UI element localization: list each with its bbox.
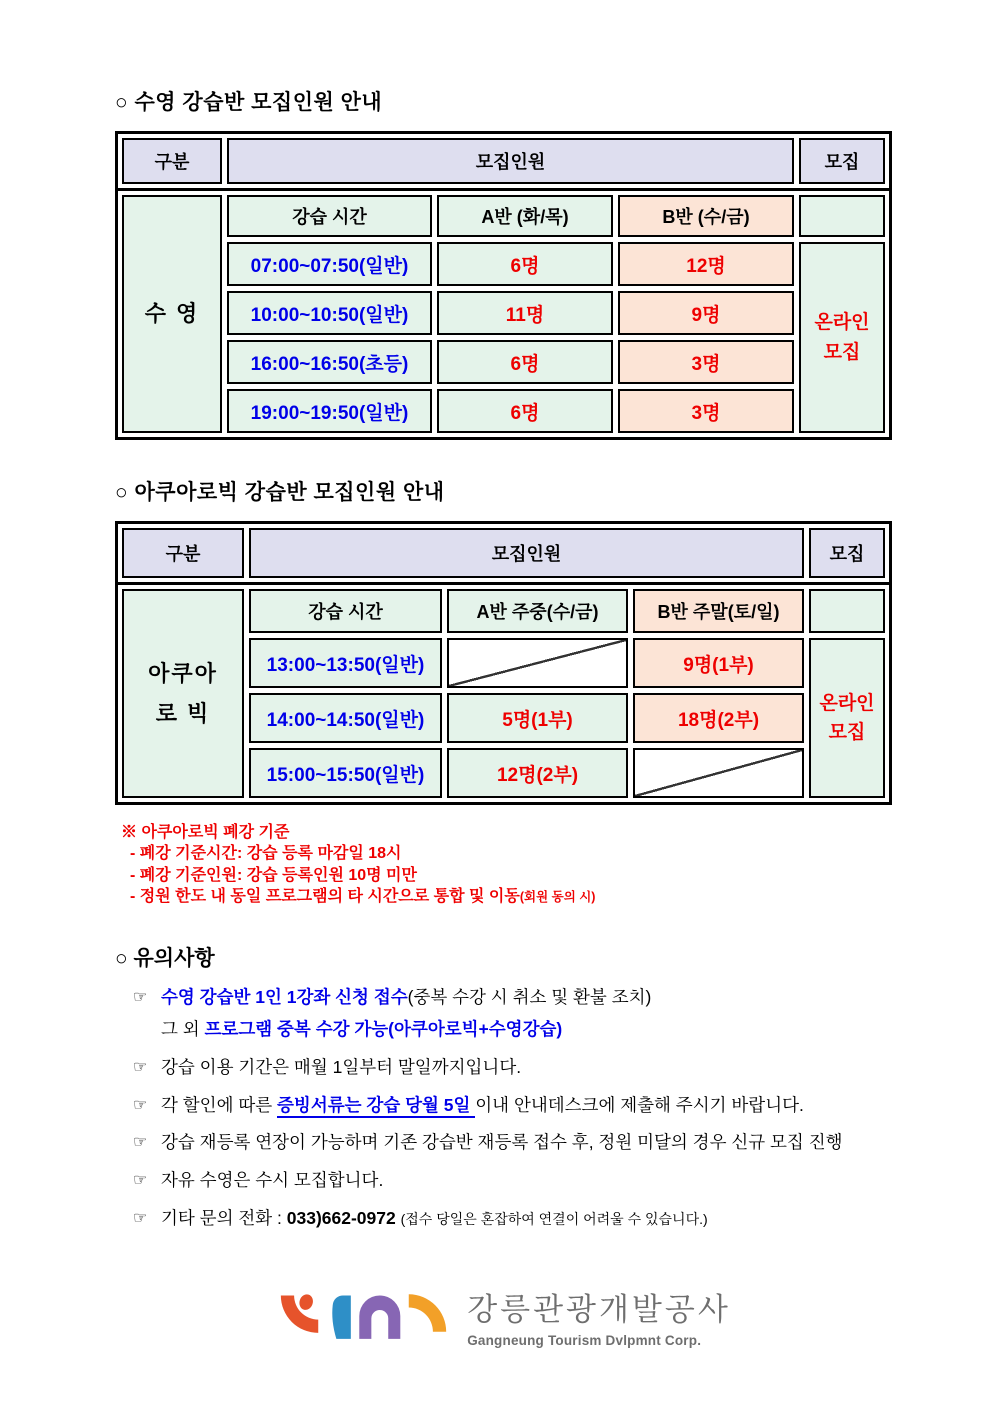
aqua-online-recruit-cell <box>809 638 885 798</box>
notice-item-1b-text <box>161 1018 562 1042</box>
aqua-row-3-class-b-na <box>633 748 804 798</box>
aqua-subheader-class-a: A반 주중(수/금) <box>447 589 628 633</box>
swim-row-1-class-a: 6명 <box>437 242 613 286</box>
swim-subheader-row <box>227 195 794 237</box>
logo-shape-purple-arch <box>359 1296 400 1339</box>
notice-item-2-text: 강습 이용 기간은 매월 1일부터 말일까지입니다. <box>161 1057 522 1077</box>
aqua-row-2 <box>249 693 804 743</box>
company-name-english: Gangneung Tourism Dvlpmnt Corp. <box>467 1333 702 1349</box>
swim-table <box>115 131 892 440</box>
logo-shape-amber-arc <box>409 1294 446 1331</box>
aqua-subheader-row <box>249 589 804 633</box>
swim-subheader-class-b: B반 (수/금) <box>618 195 794 237</box>
aqua-table-header-row <box>122 528 885 578</box>
finger-icon: ☞ <box>133 1134 148 1152</box>
aqua-row-3-class-a: 12명(2부) <box>447 748 628 798</box>
closure-line-1: - 폐강 기준시간: 강습 등록 마감일 18시 <box>130 845 402 863</box>
swim-row-3-class-b: 3명 <box>618 340 794 384</box>
aqua-table-body <box>122 589 885 798</box>
notice-item-5-text: 자유 수영은 수시 모집합니다. <box>161 1169 384 1190</box>
notice-item-4-text: 강습 재등록 연장이 가능하며 기존 강습반 재등록 접수 후, 정원 미달의 경우 신규 모집 진행 <box>161 1132 843 1153</box>
notice-1-highlight: 수영 강습반 1인 1강좌 신청 접수 <box>161 986 408 1007</box>
notice-6-parenthetical: (접수 당일은 혼잡하여 연결이 어려울 수 있습니다.) <box>400 1210 708 1227</box>
notice-item-4 <box>133 1131 892 1155</box>
swim-table-header-row <box>122 138 885 184</box>
notice-item-3 <box>133 1094 892 1118</box>
swim-row-4-class-a: 6명 <box>437 389 613 433</box>
swim-section-title: ○ 수영 강습반 모집인원 안내 <box>115 91 383 114</box>
swim-row-1 <box>227 242 794 286</box>
closure-line-3-main: - 정원 한도 내 동일 프로그램의 타 시간으로 통합 및 이동 <box>130 888 520 906</box>
notice-item-6-text <box>161 1207 708 1231</box>
aqua-mid-columns <box>249 589 804 798</box>
notices-title: ○ 유의사항 <box>115 946 215 970</box>
company-logo-text <box>467 1284 731 1348</box>
swim-row-4-class-b: 3명 <box>618 389 794 433</box>
aqua-row-2-class-a: 5명(1부) <box>447 693 628 743</box>
swim-row-2-class-a: 11명 <box>437 291 613 335</box>
aqua-subheader-class-b: B반 주말(토/일) <box>633 589 804 633</box>
swim-row-2 <box>227 291 794 335</box>
notice-3-rest: 이내 안내데스크에 제출해 주시기 바랍니다. <box>475 1094 804 1115</box>
closure-line-2: - 폐강 기준인원: 강습 등록인원 10명 미만 <box>130 866 417 884</box>
aqua-group-cell <box>122 589 244 798</box>
notice-6-phone: 033)662-0972 <box>286 1207 401 1228</box>
company-logo-symbol-icon <box>276 1285 451 1347</box>
notice-1-rest: (중복 수강 시 취소 및 환불 조치) <box>407 986 652 1007</box>
swim-recruit-column <box>799 195 885 433</box>
notice-1b-highlight: 프로그램 중복 수강 가능(아쿠아로빅+수영강습) <box>204 1019 563 1040</box>
online-line-2: 모집 <box>823 341 861 363</box>
header-divider <box>118 582 889 585</box>
aqua-row-1-class-a-na <box>447 638 628 688</box>
closure-line-3-suffix: (회원 동의 시) <box>519 890 596 905</box>
swim-subheader-class-a: A반 (화/목) <box>437 195 613 237</box>
closure-line-3 <box>121 886 892 907</box>
swim-mid-columns <box>227 195 794 433</box>
notice-item-1 <box>133 986 892 1010</box>
aqua-row-2-time: 14:00~14:50(일반) <box>249 693 442 743</box>
swim-subheader-time: 강습 시간 <box>227 195 432 237</box>
notice-item-6 <box>133 1207 892 1231</box>
notice-3-pre: 각 할인에 따른 <box>161 1094 278 1115</box>
swim-group-cell: 수 영 <box>122 195 222 433</box>
aqua-header-category: 구분 <box>122 528 244 578</box>
notice-3-highlight-underlined: 증빙서류는 강습 당월 5일 <box>277 1095 475 1118</box>
swim-online-recruit-cell <box>799 242 885 433</box>
finger-icon: ☞ <box>133 1171 148 1189</box>
online-line-1: 온라인 <box>819 692 875 714</box>
swim-table-body <box>122 195 885 433</box>
swim-row-4 <box>227 389 794 433</box>
notice-item-3-text <box>161 1094 804 1118</box>
swim-header-category: 구분 <box>122 138 222 184</box>
swim-row-3-time: 16:00~16:50(초등) <box>227 340 432 384</box>
aqua-row-1-time: 13:00~13:50(일반) <box>249 638 442 688</box>
swim-row-3 <box>227 340 794 384</box>
swim-row-3-class-a: 6명 <box>437 340 613 384</box>
swim-header-capacity: 모집인원 <box>227 138 794 184</box>
notice-6-pre: 기타 문의 전화 : <box>161 1207 287 1228</box>
swim-row-1-class-b: 12명 <box>618 242 794 286</box>
swim-row-2-time: 10:00~10:50(일반) <box>227 291 432 335</box>
notice-item-1-continuation <box>133 1018 892 1042</box>
closure-criteria-note <box>121 822 892 908</box>
aqua-row-1-class-b: 9명(1부) <box>633 638 804 688</box>
swim-recruit-spacer-cell <box>799 195 885 237</box>
company-logo <box>115 1284 892 1348</box>
closure-title: ※ 아쿠아로빅 폐강 기준 <box>121 824 290 841</box>
swim-header-recruit: 모집 <box>799 138 885 184</box>
finger-icon: ☞ <box>133 1059 148 1076</box>
aqua-group-line-1: 아쿠아 <box>148 660 218 686</box>
notice-1b-pre: 그 외 <box>161 1019 205 1040</box>
finger-icon: ☞ <box>133 1096 148 1114</box>
swim-row-2-class-b: 9명 <box>618 291 794 335</box>
notice-item-1-text <box>161 986 651 1010</box>
aqua-row-3-time: 15:00~15:50(일반) <box>249 748 442 798</box>
notice-item-2 <box>133 1056 892 1080</box>
aqua-recruit-column <box>809 589 885 798</box>
aqua-header-recruit: 모집 <box>809 528 885 578</box>
aqua-table <box>115 521 892 805</box>
logo-shape-blue-band <box>332 1296 351 1339</box>
notice-item-5 <box>133 1169 892 1193</box>
aqua-row-3 <box>249 748 804 798</box>
header-divider <box>118 188 889 191</box>
online-line-2: 모집 <box>828 722 866 743</box>
company-name-korean: 강릉관광개발공사 <box>467 1292 731 1328</box>
aqua-recruit-spacer-cell <box>809 589 885 633</box>
swim-row-4-time: 19:00~19:50(일반) <box>227 389 432 433</box>
finger-icon: ☞ <box>133 1209 148 1227</box>
logo-shape-orange-dot <box>298 1293 315 1312</box>
online-line-1: 온라인 <box>814 312 870 334</box>
aqua-header-capacity: 모집인원 <box>249 528 804 578</box>
aqua-subheader-time: 강습 시간 <box>249 589 442 633</box>
finger-spacer <box>133 1018 161 1042</box>
swim-row-1-time: 07:00~07:50(일반) <box>227 242 432 286</box>
aqua-group-line-2: 로 빅 <box>155 700 211 726</box>
aqua-row-1 <box>249 638 804 688</box>
aqua-row-2-class-b: 18명(2부) <box>633 693 804 743</box>
finger-icon: ☞ <box>133 988 148 1006</box>
aqua-section-title: ○ 아쿠아로빅 강습반 모집인원 안내 <box>115 481 445 504</box>
